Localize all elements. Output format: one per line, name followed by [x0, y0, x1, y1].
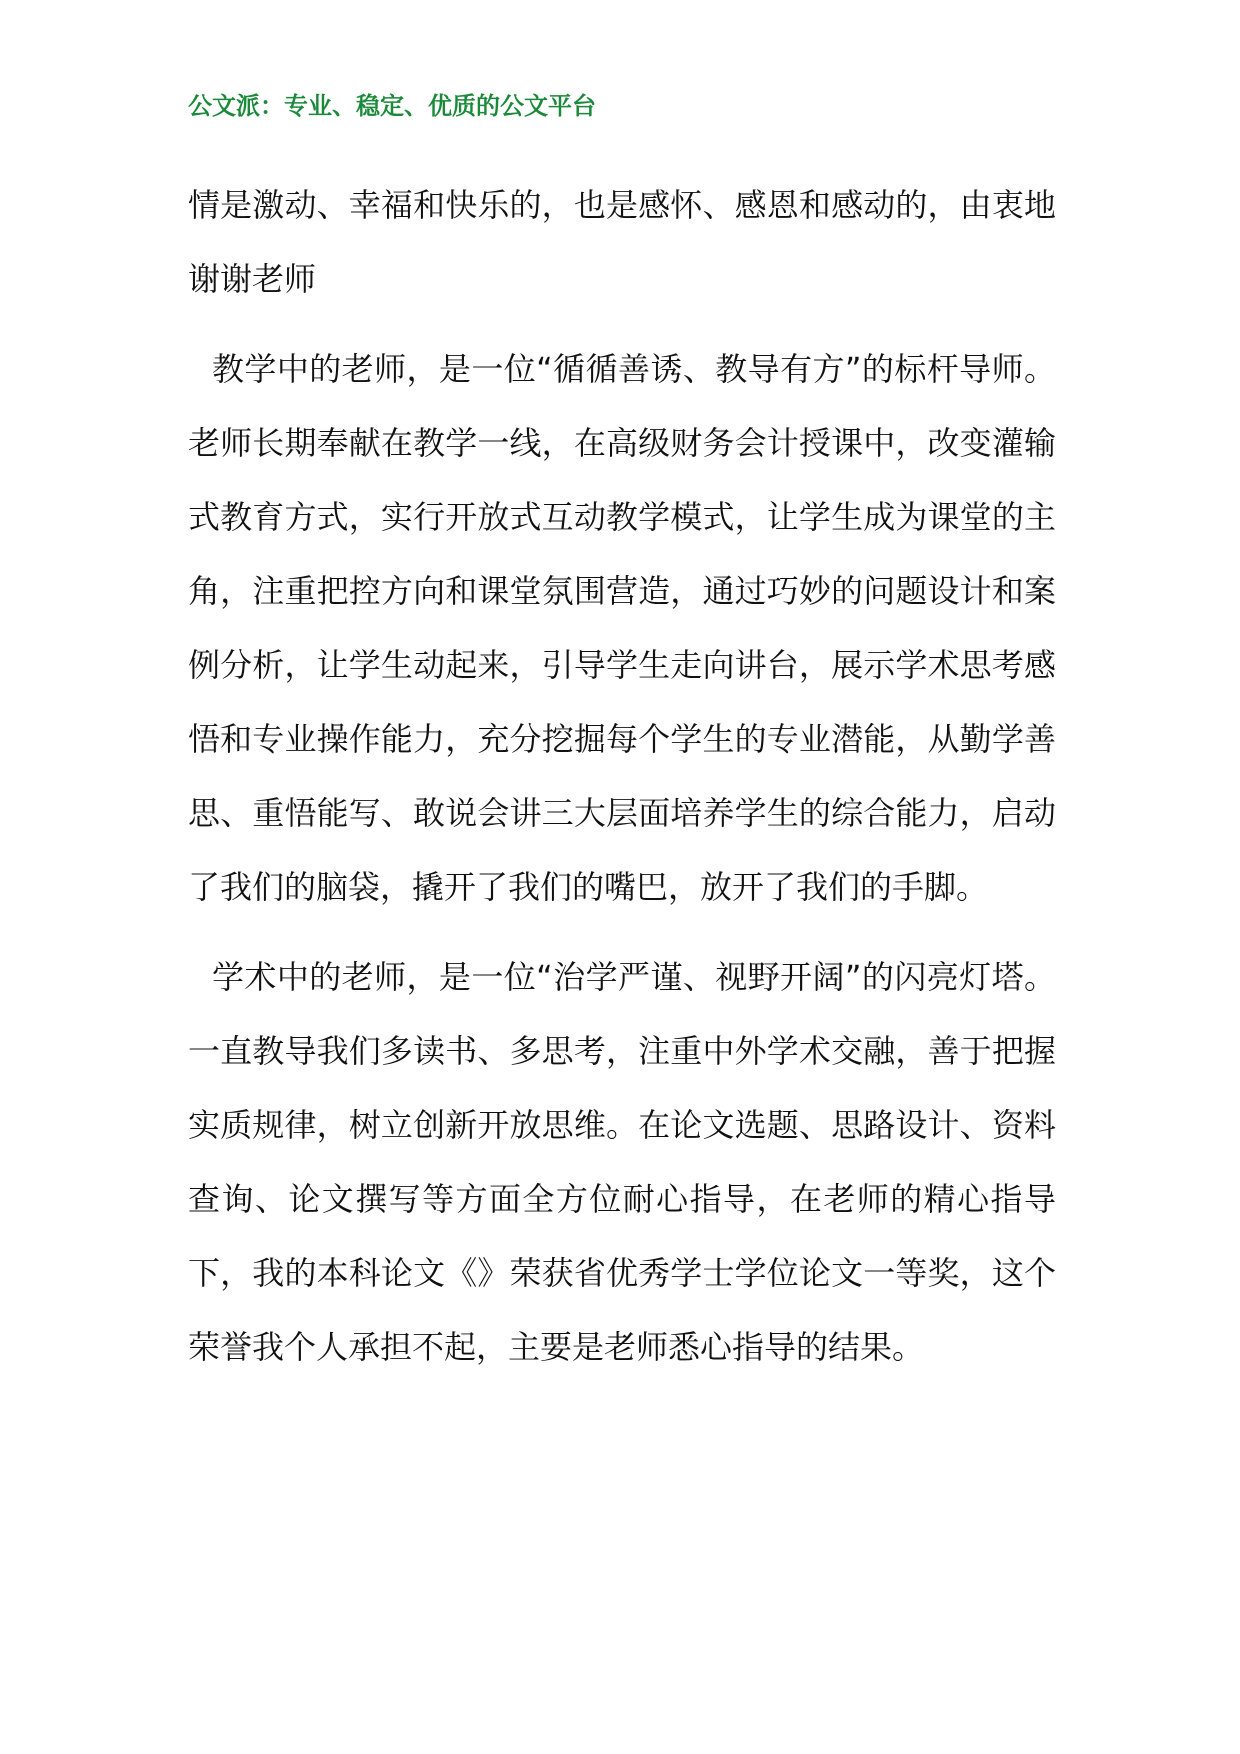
site-header: 公文派：专业、稳定、优质的公文平台	[188, 91, 596, 120]
paragraph-1: 情是激动、幸福和快乐的，也是感怀、感恩和感动的，由衷地谢谢老师	[188, 186, 1056, 298]
paragraph-3: 学术中的老师，是一位“治学严谨、视野开阔”的闪亮灯塔。一直教导我们多读书、多思考，注重中外学术交融，善于把握实质规律，树立创新开放思维。在论文选题、思路设计、资料查询、论文撰写等方面全方位耐心指导，在老师的精心指导下，我的本科论文《》荣获省优秀学士学位论文一等奖，这个荣誉我个人承担不起，主要是老师悉心指导的结果。	[188, 958, 1056, 1366]
paragraph-2: 教学中的老师，是一位“循循善诱、教导有方”的标杆导师。老师长期奉献在教学一线，在高级财务会计授课中，改变灌输式教育方式，实行开放式互动教学模式，让学生成为课堂的主角，注重把控方向和课堂氛围营造，通过巧妙的问题设计和案例分析，让学生动起来，引导学生走向讲台，展示学术思考感悟和专业操作能力，充分挖掘每个学生的专业潜能，从勤学善思、重悟能写、敢说会讲三大层面培养学生的综合能力，启动了我们的脑袋，撬开了我们的嘴巴，放开了我们的手脚。	[188, 350, 1056, 906]
document-body	[188, 168, 1056, 1384]
